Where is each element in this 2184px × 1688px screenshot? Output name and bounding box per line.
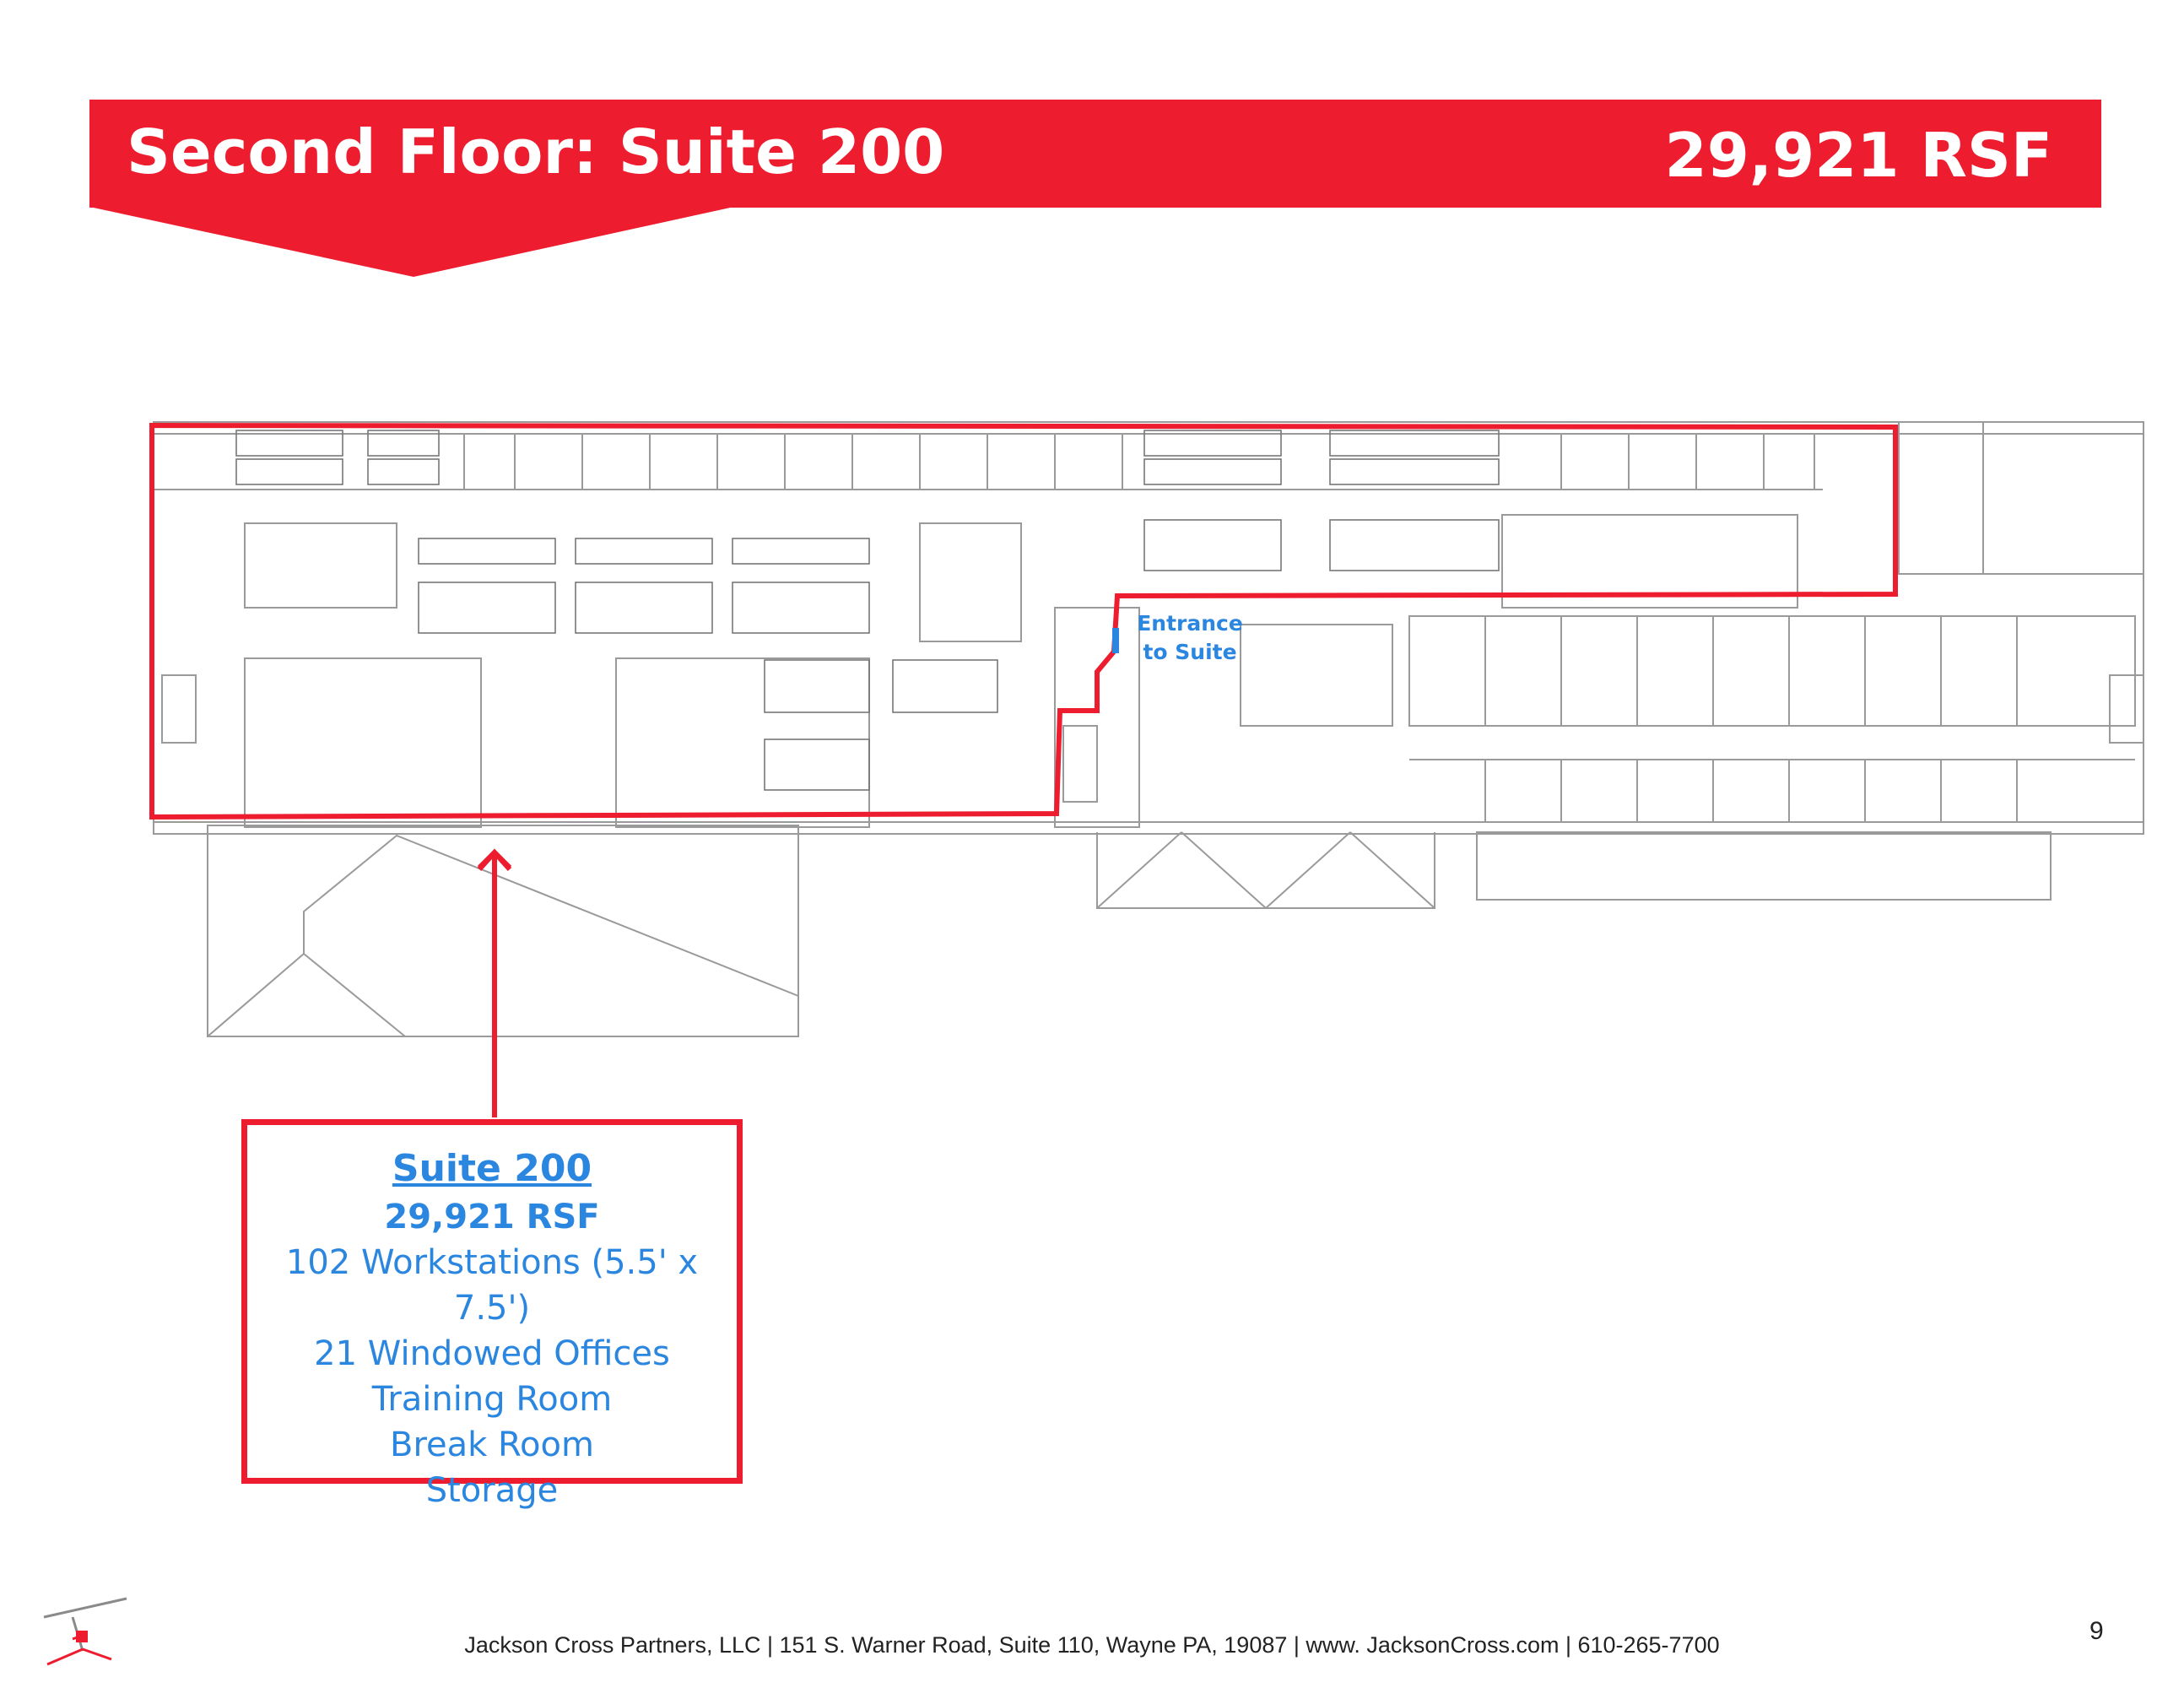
feature-workstations: 102 Workstations (5.5' x 7.5')	[285, 1243, 699, 1328]
suite-callout	[241, 1119, 743, 1510]
footer-contact: Jackson Cross Partners, LLC | 151 S. Warner Road, Suite 110, Wayne PA, 19087 | www. JacksonCross.com | 610-265-7700	[464, 1632, 1720, 1658]
callout-rsf: 29,921 RSF	[384, 1198, 600, 1236]
entrance-label	[1122, 609, 1257, 667]
header-rsf: 29,921 RSF	[1664, 120, 2052, 191]
feature-offices: 21 Windowed Offices	[314, 1334, 670, 1373]
entrance-line-2: to Suite	[1143, 640, 1237, 664]
feature-storage: Storage	[425, 1471, 559, 1510]
entrance-line-1: Entrance	[1137, 611, 1243, 636]
callout-title: Suite 200	[392, 1147, 592, 1190]
page-title: Second Floor: Suite 200	[127, 116, 945, 187]
page-number: 9	[2089, 1617, 2104, 1645]
feature-break-room: Break Room	[390, 1426, 594, 1464]
feature-training-room: Training Room	[371, 1380, 613, 1419]
company-logo-icon	[39, 1592, 132, 1668]
